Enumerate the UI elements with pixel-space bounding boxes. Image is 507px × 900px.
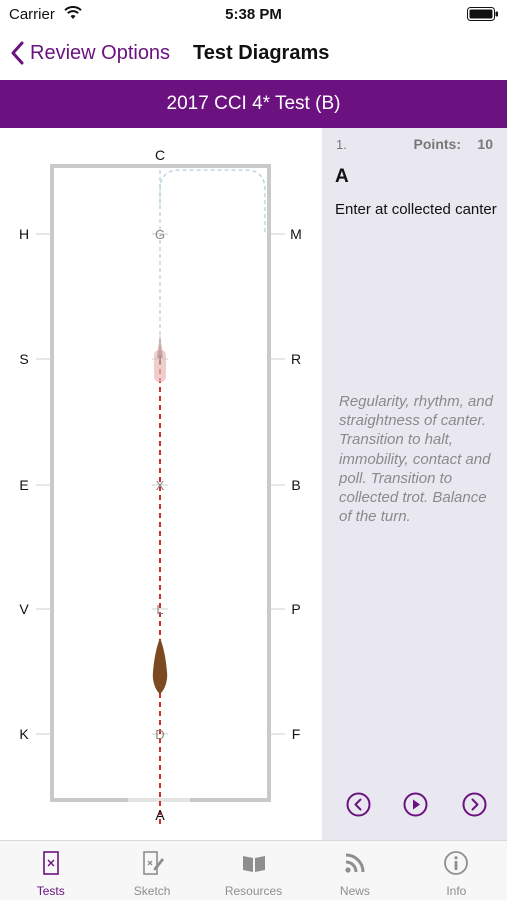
test-title-header: 2017 CCI 4* Test (B) (0, 80, 507, 128)
chevron-left-icon (10, 41, 24, 65)
letter-V: V (19, 601, 29, 617)
letter-X: X (155, 478, 165, 493)
tab-sketch-label: Sketch (133, 884, 171, 898)
letter-M: M (290, 226, 302, 242)
letter-C: C (154, 147, 166, 163)
play-button[interactable] (403, 792, 428, 817)
tab-resources[interactable] (203, 841, 304, 900)
letter-E: E (19, 477, 29, 493)
movement-number: 1. (336, 137, 347, 152)
tab-news[interactable] (304, 841, 405, 900)
back-button[interactable] (10, 37, 170, 69)
book-icon (241, 850, 267, 876)
letter-D: D (155, 727, 165, 742)
carrier-label: Carrier (9, 6, 55, 23)
letter-K: K (19, 726, 29, 742)
tab-resources-label: Resources (224, 884, 283, 898)
letter-I: I (158, 352, 162, 367)
letter-H: H (18, 226, 30, 242)
page-title: Test Diagrams (193, 42, 330, 64)
movement-panel (322, 128, 507, 840)
navigation-bar (0, 28, 507, 78)
tab-news-label: News (339, 884, 370, 898)
tab-tests-label: Tests (36, 884, 65, 898)
points-value: 10 (477, 136, 493, 152)
previous-movement-button[interactable] (346, 792, 371, 817)
directive-ideas: Regularity, rhythm, and straightness of canter. Transition to halt, immobility, contact and poll. Transition to collected trot. Balance of the turn. (339, 393, 493, 526)
letter-L: L (156, 602, 164, 617)
rss-icon (342, 850, 368, 876)
tab-bar (0, 840, 507, 900)
letter-B: B (291, 477, 301, 493)
letter-P: P (291, 601, 301, 617)
letter-G: G (154, 227, 166, 242)
next-movement-button[interactable] (462, 792, 487, 817)
tab-info[interactable] (406, 841, 507, 900)
points-label: Points: (413, 136, 461, 152)
status-bar (0, 0, 507, 28)
movement-description: Enter at collected canter (335, 201, 497, 218)
tab-tests[interactable] (0, 841, 101, 900)
battery-icon (467, 7, 499, 21)
status-time: 5:38 PM (225, 6, 282, 23)
back-button-label: Review Options (30, 41, 171, 64)
arena-svg (0, 128, 322, 840)
letter-F: F (291, 726, 301, 742)
arena-diagram[interactable] (0, 128, 322, 840)
test-sheet-icon (38, 850, 64, 876)
letter-A: A (155, 807, 165, 823)
letter-R: R (290, 351, 302, 367)
letter-S: S (19, 351, 29, 367)
info-icon (443, 850, 469, 876)
movement-letter: A (335, 166, 349, 187)
sketch-icon (139, 850, 165, 876)
tab-info-label: Info (446, 884, 467, 898)
tab-sketch[interactable] (101, 841, 202, 900)
